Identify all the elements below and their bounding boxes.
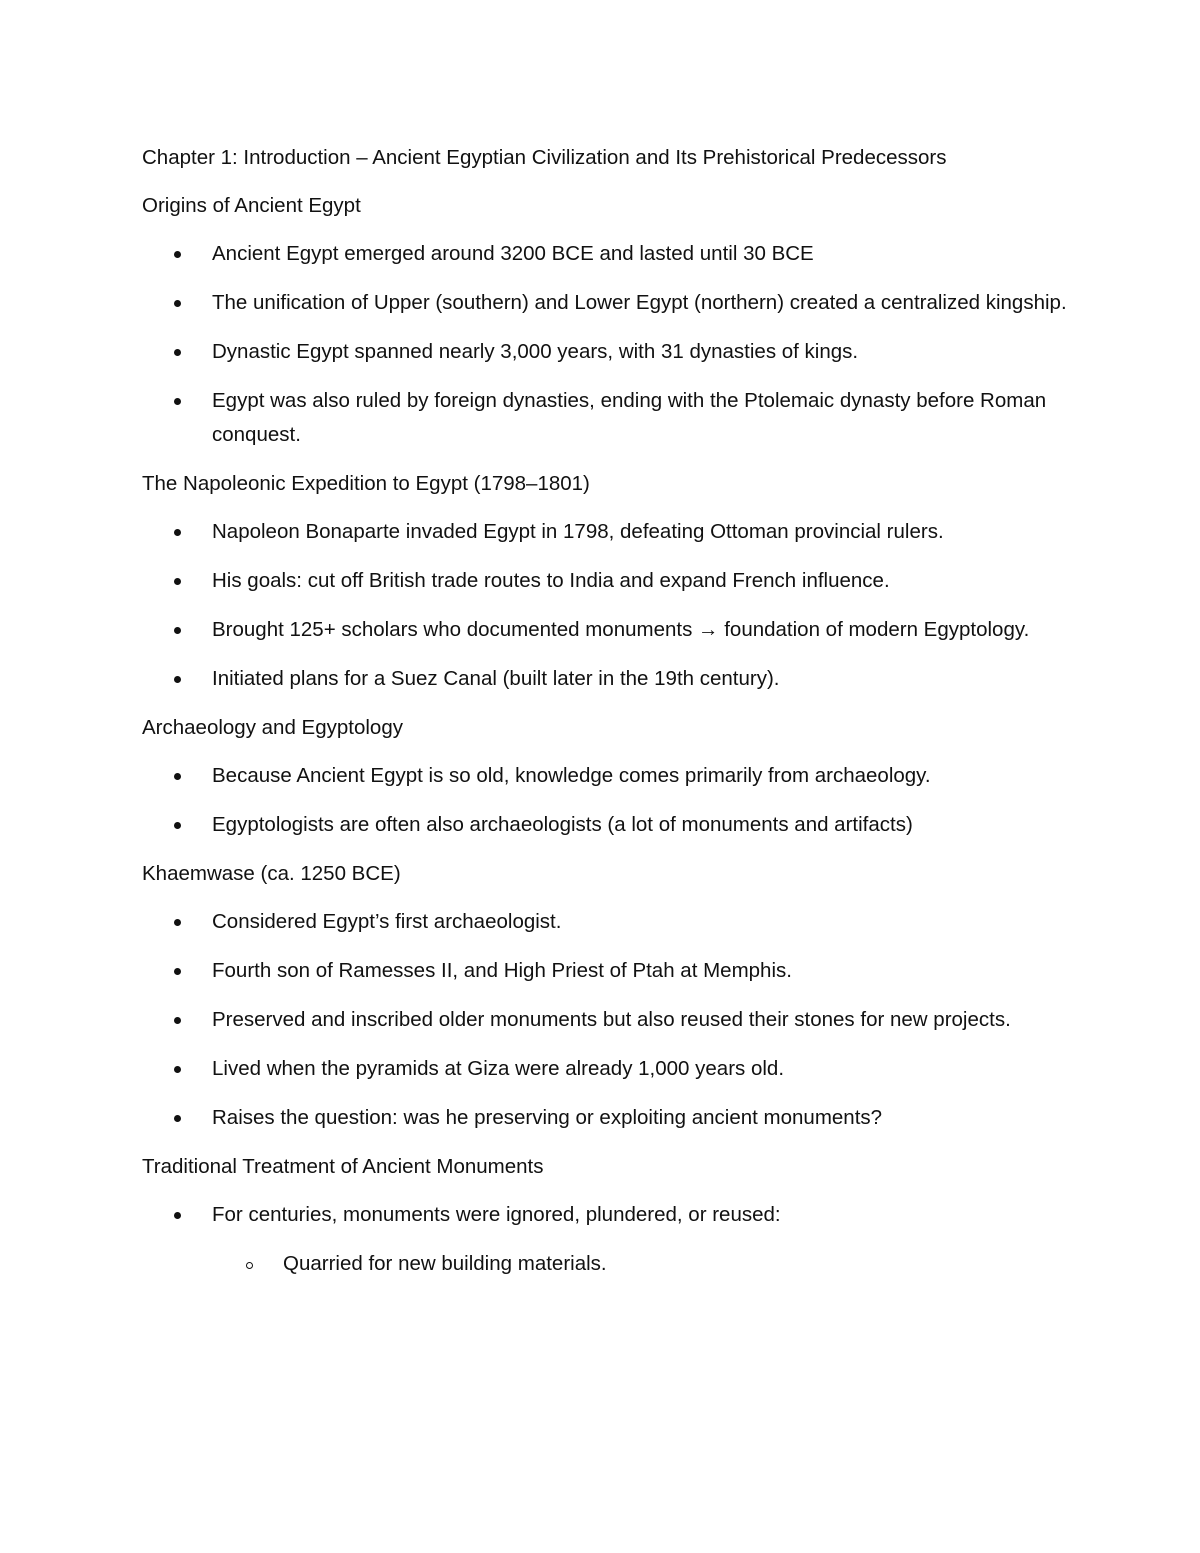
section-heading-napoleonic-expedition: The Napoleonic Expedition to Egypt (1798–1801)	[142, 472, 590, 495]
list-item	[142, 759, 1072, 793]
section-heading-traditional-treatment: Traditional Treatment of Ancient Monuments	[142, 1155, 544, 1178]
bullet-icon	[174, 578, 181, 585]
list-item-text: Napoleon Bonaparte invaded Egypt in 1798, defeating Ottoman provincial rulers.	[212, 520, 944, 543]
list-item	[142, 1052, 1072, 1086]
list-item-text: His goals: cut off British trade routes to India and expand French influence.	[212, 569, 890, 592]
document-body	[142, 141, 1072, 1295]
list-item	[142, 384, 1072, 452]
list-item-text: The unification of Upper (southern) and Lower Egypt (northern) created a centralized kingship.	[212, 291, 1067, 314]
list-item	[142, 954, 1072, 988]
list-item-text: Because Ancient Egypt is so old, knowledge comes primarily from archaeology.	[212, 764, 931, 787]
bullet-icon	[174, 919, 181, 926]
chapter-title: Chapter 1: Introduction – Ancient Egyptian Civilization and Its Prehistorical Predecessors	[142, 146, 947, 169]
section-heading-archaeology-egyptology: Archaeology and Egyptology	[142, 716, 403, 739]
bullet-icon	[174, 627, 181, 634]
bullet-icon	[174, 1017, 181, 1024]
list-item	[142, 335, 1072, 369]
bullet-icon	[174, 822, 181, 829]
bullet-icon	[174, 968, 181, 975]
bullet-list-napoleonic-expedition	[142, 515, 1072, 696]
sub-list-traditional-treatment	[142, 1247, 1072, 1281]
bullet-icon	[174, 773, 181, 780]
bullet-icon	[174, 349, 181, 356]
list-item	[142, 1101, 1072, 1135]
sub-list-item	[142, 1247, 1072, 1281]
bullet-list-khaemwase	[142, 905, 1072, 1135]
list-item	[142, 286, 1072, 320]
bullet-icon	[174, 300, 181, 307]
list-item-text: Initiated plans for a Suez Canal (built later in the 19th century).	[212, 667, 780, 690]
section-heading-khaemwase: Khaemwase (ca. 1250 BCE)	[142, 862, 401, 885]
list-item-text: Egypt was also ruled by foreign dynasties, ending with the Ptolemaic dynasty before Roman conquest.	[212, 389, 1047, 446]
bullet-list-traditional-treatment	[142, 1198, 1072, 1232]
sub-list-item-text: Quarried for new building materials.	[283, 1252, 607, 1275]
list-item-text: Ancient Egypt emerged around 3200 BCE and lasted until 30 BCE	[212, 242, 814, 265]
bullet-icon	[174, 398, 181, 405]
list-item-text: Dynastic Egypt spanned nearly 3,000 years, with 31 dynasties of kings.	[212, 340, 859, 363]
list-item	[142, 564, 1072, 598]
bullet-list-origins	[142, 237, 1072, 452]
list-item	[142, 613, 1072, 647]
bullet-icon	[174, 676, 181, 683]
list-item-text: Fourth son of Ramesses II, and High Priest of Ptah at Memphis.	[212, 959, 792, 982]
list-item	[142, 808, 1072, 842]
bullet-icon	[174, 529, 181, 536]
bullet-icon	[174, 1115, 181, 1122]
list-item-text: Lived when the pyramids at Giza were already 1,000 years old.	[212, 1057, 785, 1080]
list-item-text: Brought 125+ scholars who documented monuments → foundation of modern Egyptology.	[212, 618, 1030, 641]
list-item-text: For centuries, monuments were ignored, plundered, or reused:	[212, 1203, 781, 1226]
list-item	[142, 1003, 1072, 1037]
circle-bullet-icon	[246, 1262, 253, 1269]
bullet-list-archaeology-egyptology	[142, 759, 1072, 842]
list-item	[142, 237, 1072, 271]
list-item-text: Raises the question: was he preserving or exploiting ancient monuments?	[212, 1106, 883, 1129]
list-item-text: Considered Egypt’s first archaeologist.	[212, 910, 562, 933]
list-item	[142, 662, 1072, 696]
list-item	[142, 515, 1072, 549]
section-heading-origins: Origins of Ancient Egypt	[142, 194, 361, 217]
bullet-icon	[174, 1066, 181, 1073]
bullet-icon	[174, 1212, 181, 1219]
list-item-text: Egyptologists are often also archaeologists (a lot of monuments and artifacts)	[212, 813, 913, 836]
list-item	[142, 1198, 1072, 1232]
list-item-text: Preserved and inscribed older monuments but also reused their stones for new projects.	[212, 1008, 1011, 1031]
list-item	[142, 905, 1072, 939]
bullet-icon	[174, 251, 181, 258]
